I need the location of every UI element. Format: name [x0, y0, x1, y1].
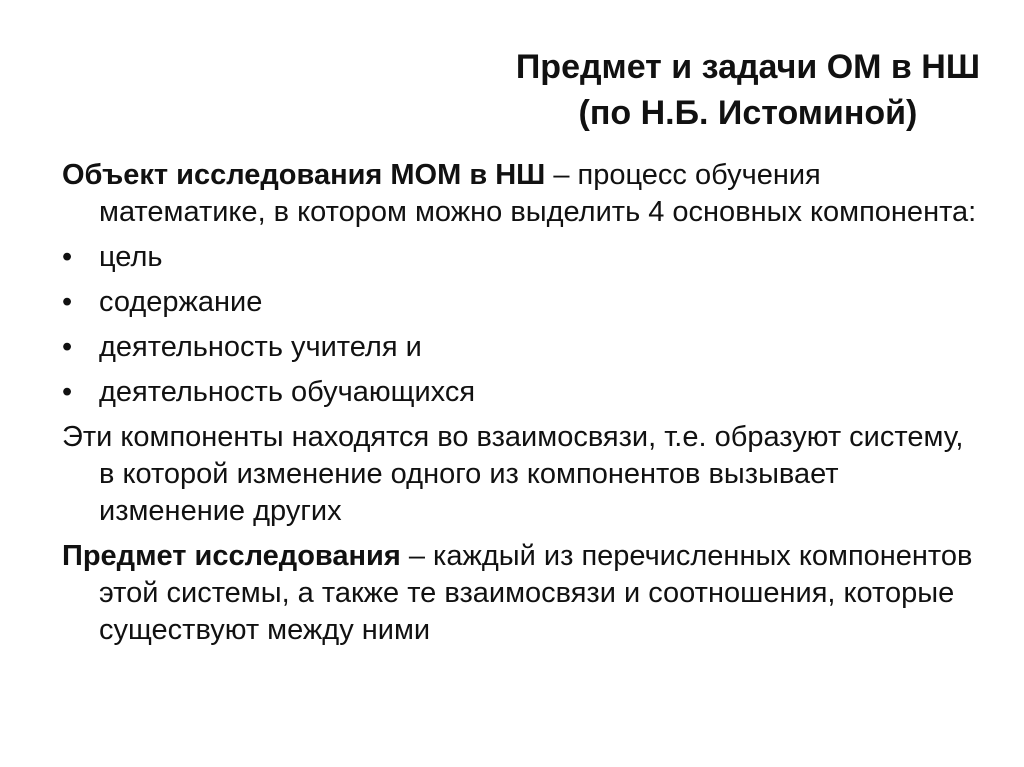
- system-paragraph: Эти компоненты находятся во взаимосвязи, т.е. образуют систему, в которой изменение одного из компонентов вызывает изменение других: [62, 421, 964, 527]
- slide-title-line-1: Предмет и задачи ОМ в НШ: [515, 48, 980, 86]
- bullet-icon: •: [62, 331, 73, 363]
- list-item-label: цель: [99, 241, 163, 273]
- slide-body: [62, 157, 982, 657]
- object-text: – процесс обучения математике, в котором можно выделить 4 основных компонента:: [99, 159, 977, 228]
- list-item: [62, 374, 982, 411]
- object-term: Объект исследования МОМ в НШ: [62, 159, 546, 191]
- slide-title: [516, 44, 980, 136]
- bullet-icon: •: [62, 376, 73, 408]
- object-paragraph: [62, 157, 982, 231]
- bullet-icon: •: [62, 241, 73, 273]
- list-item-label: содержание: [99, 286, 263, 318]
- list-item: [62, 329, 982, 366]
- components-list: [62, 239, 982, 411]
- list-item: [62, 239, 982, 276]
- list-item: [62, 284, 982, 321]
- subject-paragraph: [62, 538, 982, 649]
- subject-text: – каждый из перечисленных компонентов этой системы, а также те взаимосвязи и соотношения, которые существуют между ними: [99, 540, 973, 646]
- subject-term: Предмет исследования: [62, 540, 401, 572]
- slide-title-line-2: (по Н.Б. Истоминой): [578, 94, 918, 132]
- bullet-icon: •: [62, 286, 73, 318]
- list-item-label: деятельность обучающихся: [99, 376, 476, 408]
- list-item-label: деятельность учителя и: [99, 331, 422, 363]
